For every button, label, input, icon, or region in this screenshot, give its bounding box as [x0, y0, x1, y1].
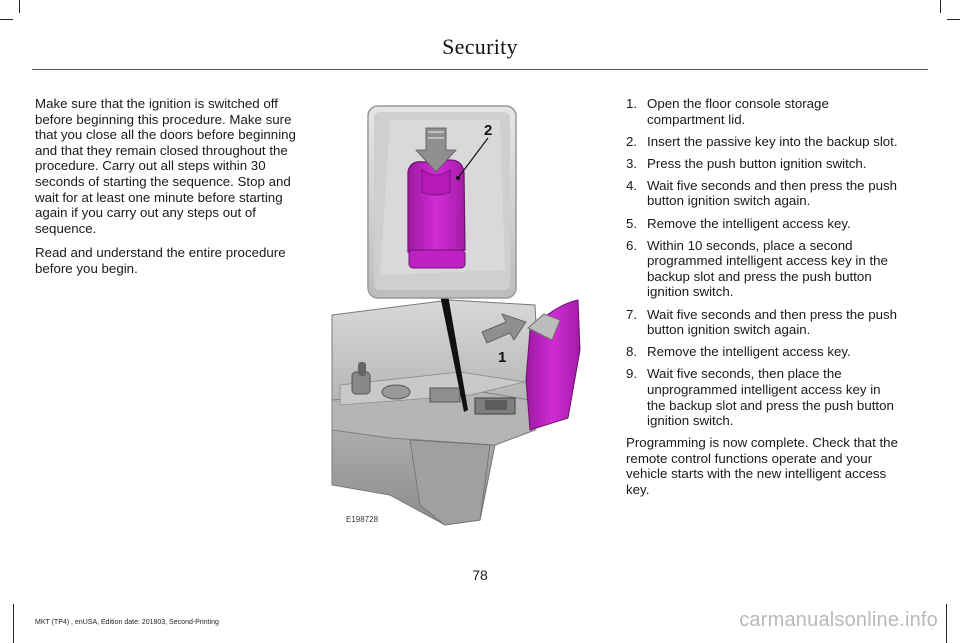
- step-number: 4.: [626, 177, 638, 193]
- closing-paragraph: Programming is now complete. Check that the remote control functions operate and your vehicle starts with the new intelligent access key.: [626, 435, 898, 497]
- step-item: [626, 134, 898, 150]
- step-item: [626, 238, 898, 300]
- step-text: Wait five seconds and then press the push button ignition switch again.: [647, 306, 898, 338]
- step-item: [626, 156, 898, 172]
- figure-code: E198728: [346, 515, 379, 524]
- step-text: Remove the intelligent access key.: [647, 344, 851, 360]
- crop-mark: [19, 0, 20, 13]
- watermark: carmanualsonline.info: [739, 609, 938, 631]
- step-number: 9.: [626, 366, 638, 382]
- intro-paragraph: Make sure that the ignition is switched off before beginning this procedure. Make sure that you close all the doors before beginning and that they remain closed throughout the procedure. Carry out all steps within 30 seconds of starting the sequence. Stop and wait for at least one minute before starting again if you carry out any steps out of sequence.: [35, 96, 296, 236]
- crop-mark: [946, 604, 947, 643]
- step-number: 1.: [626, 96, 638, 111]
- step-number: 8.: [626, 344, 638, 360]
- callout-1: 1: [498, 349, 507, 366]
- illustration-svg: [330, 100, 592, 530]
- step-text: Within 10 seconds, place a second programmed intelligent access key in the backup slot and press the push button ignition switch.: [647, 237, 888, 300]
- crop-mark: [940, 0, 941, 13]
- page-number: 78: [472, 567, 488, 583]
- step-item: [626, 96, 898, 127]
- step-text: Open the floor console storage compartment lid.: [647, 96, 829, 127]
- step-number: 2.: [626, 133, 638, 149]
- header-divider: [32, 69, 928, 70]
- step-number: 6.: [626, 237, 638, 253]
- step-item: [626, 344, 898, 360]
- console-key-illustration: [330, 100, 592, 530]
- callout-2: 2: [484, 122, 493, 139]
- crop-mark: [0, 19, 13, 20]
- step-text: Insert the passive key into the backup slot.: [647, 133, 898, 149]
- step-item: [626, 216, 898, 232]
- step-number: 7.: [626, 306, 638, 322]
- step-text: Wait five seconds, then place the unprogrammed intelligent access key in the backup slot and press the push button ignition switch.: [647, 366, 894, 429]
- page-title: Security: [442, 34, 518, 59]
- step-text: Remove the intelligent access key.: [647, 215, 851, 231]
- key-fob: [408, 160, 465, 268]
- crop-mark: [947, 19, 960, 20]
- steps-column: [626, 96, 898, 498]
- step-item: [626, 307, 898, 338]
- crop-mark: [13, 604, 14, 643]
- step-item: [626, 178, 898, 209]
- step-text: Press the push button ignition switch.: [647, 155, 867, 171]
- procedure-steps: [626, 96, 898, 429]
- step-text: Wait five seconds and then press the push button ignition switch again.: [647, 177, 898, 209]
- step-item: [626, 366, 898, 428]
- step-number: 3.: [626, 155, 638, 171]
- intro-paragraph: Read and understand the entire procedure before you begin.: [35, 245, 286, 276]
- backup-slot-inset: [368, 106, 516, 298]
- intro-column: [35, 96, 307, 286]
- step-number: 5.: [626, 215, 638, 231]
- edition-footer: MKT (TP4) , enUSA, Edition date: 201803, Second-Printing: [35, 619, 219, 626]
